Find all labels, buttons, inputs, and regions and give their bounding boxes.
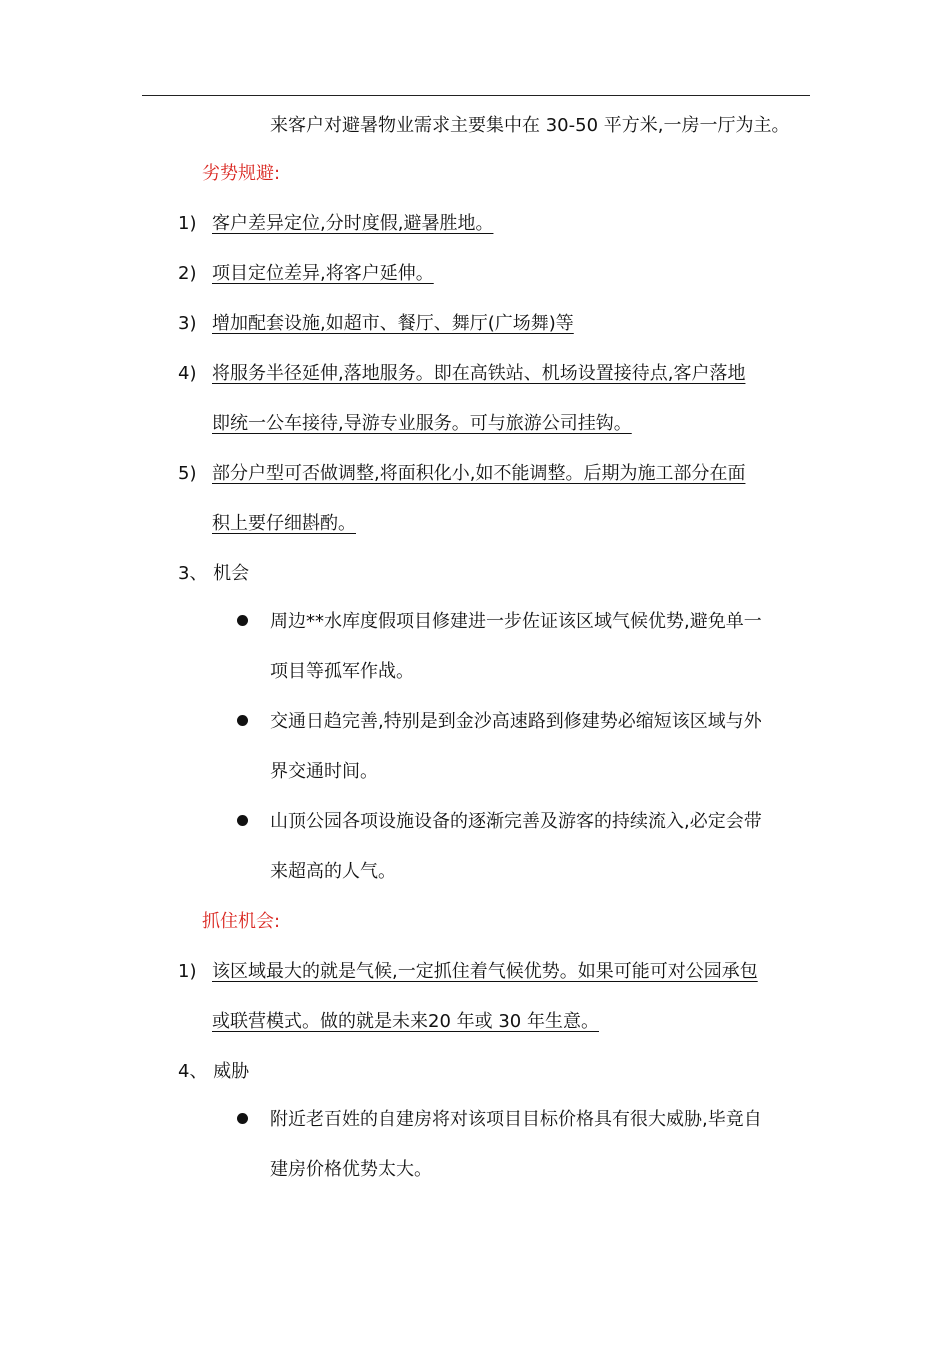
bullet-dot-icon xyxy=(237,1113,248,1124)
item-text: 项目定位差异,将客户延伸。 xyxy=(212,263,434,284)
item-number: 3) xyxy=(178,313,197,334)
bullet-text: 交通日趋完善,特别是到金沙高速路到修建势必缩短该区域与外 xyxy=(270,711,762,732)
bullet-text-continued: 项目等孤军作战。 xyxy=(270,661,414,682)
item-number: 2) xyxy=(178,263,197,284)
section-heading-weakness-avoidance: 劣势规避: xyxy=(202,163,281,184)
bullet-dot-icon xyxy=(237,815,248,826)
item-number: 5) xyxy=(178,463,197,484)
item-text: 客户差异定位,分时度假,避暑胜地。 xyxy=(212,213,494,234)
item-text-continued: 或联营模式。做的就是未来20 年或 30 年生意。 xyxy=(212,1011,599,1032)
bullet-dot-icon xyxy=(237,615,248,626)
item-text: 部分户型可否做调整,将面积化小,如不能调整。后期为施工部分在面 xyxy=(212,463,746,484)
item-text: 增加配套设施,如超市、餐厅、舞厅(广场舞)等 xyxy=(212,313,574,334)
item-number: 1) xyxy=(178,961,197,982)
intro-line: 来客户对避暑物业需求主要集中在 30-50 平方米,一房一厅为主。 xyxy=(270,115,790,136)
section-heading-threat: 4、 威胁 xyxy=(178,1061,250,1082)
bullet-text: 山顶公园各项设施设备的逐渐完善及游客的持续流入,必定会带 xyxy=(270,811,762,832)
bullet-text-continued: 建房价格优势太大。 xyxy=(270,1159,432,1180)
item-text-continued: 积上要仔细斟酌。 xyxy=(212,513,356,534)
item-text: 将服务半径延伸,落地服务。即在高铁站、机场设置接待点,客户落地 xyxy=(212,363,746,384)
bullet-dot-icon xyxy=(237,715,248,726)
header-rule xyxy=(142,95,810,96)
section-heading-seize-opportunity: 抓住机会: xyxy=(202,911,281,932)
item-number: 4) xyxy=(178,363,197,384)
bullet-text-continued: 来超高的人气。 xyxy=(270,861,396,882)
item-text-continued: 即统一公车接待,导游专业服务。可与旅游公司挂钩。 xyxy=(212,413,632,434)
bullet-text: 周边**水库度假项目修建进一步佐证该区域气候优势,避免单一 xyxy=(270,611,762,632)
item-number: 1) xyxy=(178,213,197,234)
item-text: 该区域最大的就是气候,一定抓住着气候优势。如果可能可对公园承包 xyxy=(212,961,758,982)
bullet-text-continued: 界交通时间。 xyxy=(270,761,378,782)
section-heading-opportunity: 3、 机会 xyxy=(178,563,250,584)
bullet-text: 附近老百姓的自建房将对该项目目标价格具有很大威胁,毕竟自 xyxy=(270,1109,762,1130)
